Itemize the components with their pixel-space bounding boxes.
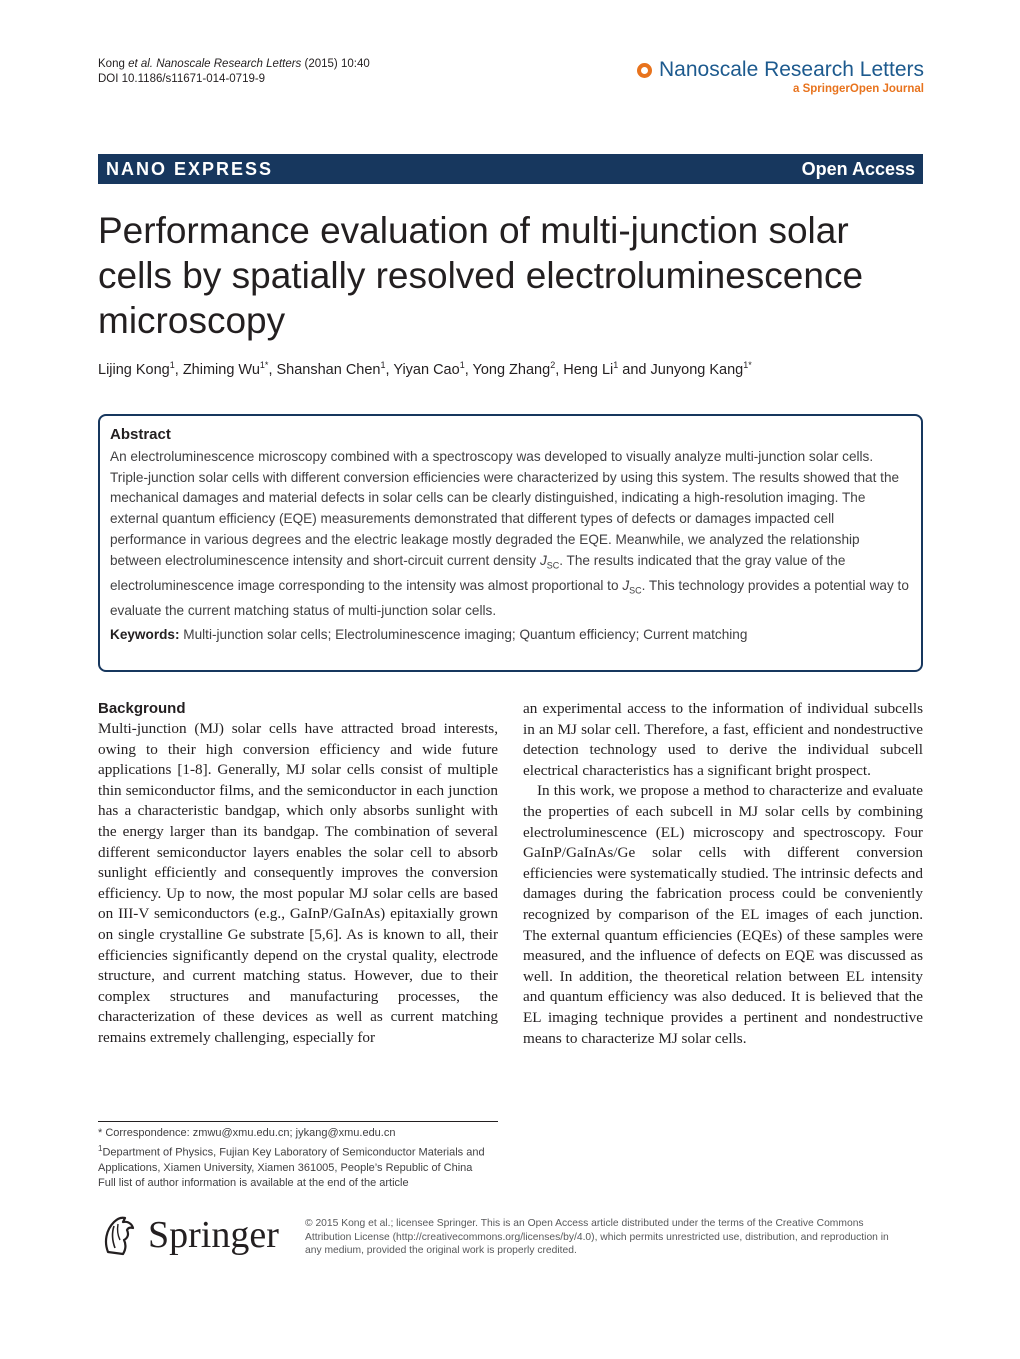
citation-block <box>98 57 370 87</box>
open-access-label: Open Access <box>801 158 915 179</box>
author-info-note: Full list of author information is available at the end of the article <box>98 1177 409 1190</box>
citation-line <box>98 57 370 72</box>
author-affiliation-mark: 1 <box>380 360 386 370</box>
author-separator: , <box>268 361 277 378</box>
keywords <box>110 625 911 645</box>
author-affiliation-mark: 1 <box>459 360 465 370</box>
keywords-text: Multi-junction solar cells; Electroluminescence imaging; Quantum efficiency; Current matching <box>179 627 748 643</box>
citation-year: (2015) 10:40 <box>304 58 370 70</box>
background-paragraph-1-cont: an experimental access to the information of individual subcells in an MJ solar cell. Therefore, a fast, efficient and nondestructive detection technology used to derive the individual subcell electrical characteristics has a significant bright prospect. <box>523 700 923 779</box>
citation-etal: et al. <box>128 58 153 70</box>
footnotes <box>98 1126 498 1191</box>
keywords-label: Keywords: <box>110 627 180 643</box>
springer-logo <box>98 1212 279 1258</box>
section-banner <box>98 154 923 184</box>
author-name: Shanshan Chen <box>276 361 381 378</box>
journal-logo-icon <box>637 63 652 78</box>
license-text: © 2015 Kong et al.; licensee Springer. This is an Open Access article distributed under the terms of the Creative Commons Attribution License (http://creativecommons.org/licenses/by/4.0), which permits unrestricted use, distribution, and reproduction in any medium, provided the original work is properly credited. <box>305 1218 889 1257</box>
body-right-column <box>523 699 923 1049</box>
author-separator: , <box>385 361 394 378</box>
journal-logo <box>637 58 924 95</box>
article-title: Performance evaluation of multi-junction solar cells by spatially resolved electroluminescence microscopy <box>98 210 864 341</box>
journal-name-row <box>637 58 924 82</box>
author-affiliation-mark: 1 <box>613 360 619 370</box>
author-separator: , <box>555 361 564 378</box>
correspondence: * Correspondence: zmwu@xmu.edu.cn; jykang@xmu.edu.cn <box>98 1127 396 1139</box>
author-separator: and <box>618 361 651 378</box>
springer-horse-icon <box>98 1212 138 1258</box>
background-paragraph-2: In this work, we propose a method to characterize and evaluate the properties of each subcell in MJ solar cells by combining electroluminescence (EL) microscopy and spectroscopy. Four GaInP/GaInAs/Ge solar cells with different conversion efficiencies were systematically studied. The intrinsic defects and damages during the fabrication process could be conveniently recognized by comparison of the EL images of each junction. The external quantum efficiencies (EQEs) of these samples were measured, and the influence of defects on EQE was discussed as well. In addition, the theoretical relation between EL intensity and quantum efficiency was also deduced. It is believed that the EL imaging technique provides a pertinent and nondestructive means to characterize MJ solar cells. <box>523 782 923 1047</box>
author-name: Yong Zhang <box>472 361 551 378</box>
springer-wordmark: Springer <box>148 1214 279 1256</box>
abstract-text: An electroluminescence microscopy combined with a spectroscopy was developed to visually analyze multi-junction solar cells. Triple-junction solar cells with different conversion efficiencies were characterized by using this system. The results showed that the mechanical damages and material defects in solar cells can be clearly distinguished, indicating a high-resolution imaging. The external quantum efficiency (EQE) measurements demonstrated that different types of defects or damages impacted cell performance in various degrees and the electric leakage mostly degraded the EQE. Meanwhile, we analyzed the relationship between electroluminescence intensity and short-circuit current density $J_{SC}$. The results indicated that the gray value of the electroluminescence image corresponding to the intensity was almost proportional to $J_{SC}$. This technology provides a potential way to evaluate the current matching status of multi-junction solar cells. <box>110 449 909 619</box>
section-label: NANO EXPRESS <box>106 158 274 179</box>
author-name: Zhiming Wu <box>182 361 260 378</box>
body-left-column <box>98 699 498 1049</box>
citation-authors: Kong <box>98 58 125 70</box>
author-separator: , <box>464 361 473 378</box>
abstract-box <box>98 414 923 672</box>
journal-subtitle: a SpringerOpen Journal <box>793 83 924 95</box>
author-affiliation-mark: 1* <box>259 360 269 370</box>
journal-name: Nanoscale Research Letters <box>659 58 924 81</box>
abstract-heading: Abstract <box>110 426 171 443</box>
author-name: Yiyan Cao <box>393 361 460 378</box>
author-separator: , <box>174 361 183 378</box>
author-name: Lijing Kong <box>98 361 170 378</box>
citation-journal: Nanoscale Research Letters <box>156 58 302 70</box>
author-affiliation-mark: 1* <box>743 360 752 370</box>
author-list <box>98 355 928 380</box>
doi[interactable]: DOI 10.1186/s11671-014-0719-9 <box>98 73 266 85</box>
background-heading: Background <box>98 700 186 717</box>
affiliation: $^1$Department of Physics, Fujian Key Laboratory of Semiconductor Materials and Applications, Xiamen University, Xiamen 361005, People’s Republic of China <box>98 1144 485 1175</box>
author-affiliation-mark: 1 <box>169 360 175 370</box>
author-affiliation-mark: 2 <box>550 360 556 370</box>
background-paragraph-1: Multi-junction (MJ) solar cells have attracted broad interests, owing to their high conversion efficiency and wide future applications [1-8]. Generally, MJ solar cells consist of multiple thin semiconductor films, and the semiconductor in each junction has a characteristic bandgap, which only absorbs sunlight with the energy larger than its bandgap. The combination of several different semiconductor layers enables the solar cell to absorb sunlight efficiently and consequently improves the conversion efficiency. Up to now, the most popular MJ solar cells are based on III-V semiconductors (e.g., GaInP/GaInAs) epitaxially grown on single crystalline Ge substrate [5,6]. As is known to all, their efficiencies significantly depend on the crystal quality, electrode structure, and current matching status. However, due to their complex structures and manufacturing processes, the characterization of these devices as well as current matching remains extremely challenging, especially for <box>98 720 498 1046</box>
footnote-rule <box>98 1121 498 1122</box>
author-name: Heng Li <box>563 361 614 378</box>
author-name: Junyong Kang <box>650 361 744 378</box>
